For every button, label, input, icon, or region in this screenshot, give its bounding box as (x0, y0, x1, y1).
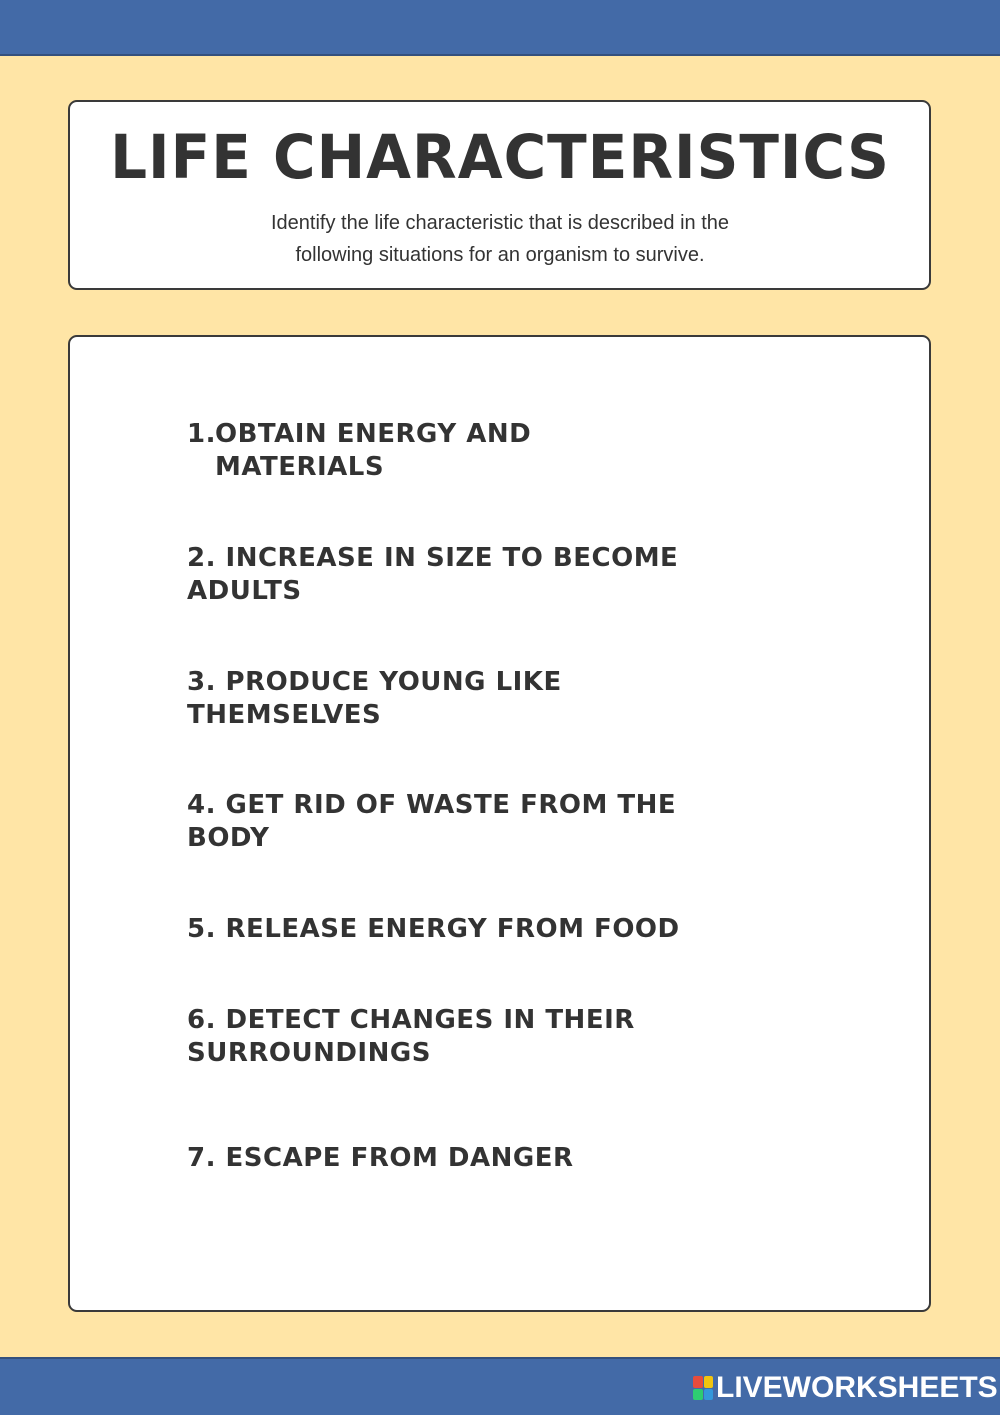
liveworksheets-logo-icon (693, 1376, 713, 1400)
instructions (200, 207, 800, 271)
liveworksheets-logo (693, 1372, 998, 1404)
instructions-line-1: Identify the life characteristic that is described in the (270, 212, 729, 234)
question-number: 5. (187, 914, 216, 944)
question-item-6 (187, 1004, 727, 1070)
question-text-line-2: ADULTS (187, 576, 302, 606)
question-item-3 (187, 666, 727, 732)
question-item-5 (187, 913, 727, 946)
question-item-7 (187, 1142, 727, 1175)
instructions-line-2: following situations for an organism to survive. (295, 244, 705, 266)
question-number: 6. (187, 1005, 216, 1035)
question-number: 3. (187, 667, 216, 697)
question-item-4 (187, 789, 727, 855)
top-banner (0, 0, 1000, 56)
question-item-2 (187, 542, 727, 608)
question-text-line-2: THEMSELVES (187, 700, 382, 730)
question-number: 1. (187, 419, 216, 449)
question-text-line-1: RELEASE ENERGY FROM FOOD (225, 914, 680, 944)
question-text-line-2: BODY (187, 823, 270, 853)
brand-name: LIVEWORKSHEETS (716, 1371, 998, 1404)
question-item-1 (187, 418, 727, 484)
question-text-line-2: SURROUNDINGS (187, 1038, 431, 1068)
question-text-line-1: INCREASE IN SIZE TO BECOME (225, 543, 679, 573)
question-number: 2. (187, 543, 216, 573)
question-number: 4. (187, 790, 216, 820)
question-text-line-1: DETECT CHANGES IN THEIR (225, 1005, 635, 1035)
question-number: 7. (187, 1143, 216, 1173)
question-text-line-1: GET RID OF WASTE FROM THE (225, 790, 677, 820)
question-text-line-1: ESCAPE FROM DANGER (225, 1143, 574, 1173)
question-text-line-1: PRODUCE YOUNG LIKE (225, 667, 562, 697)
question-text: OBTAIN ENERGY AND MATERIALS (215, 419, 532, 482)
page-title: LIFE CHARACTERISTICS (110, 121, 890, 193)
